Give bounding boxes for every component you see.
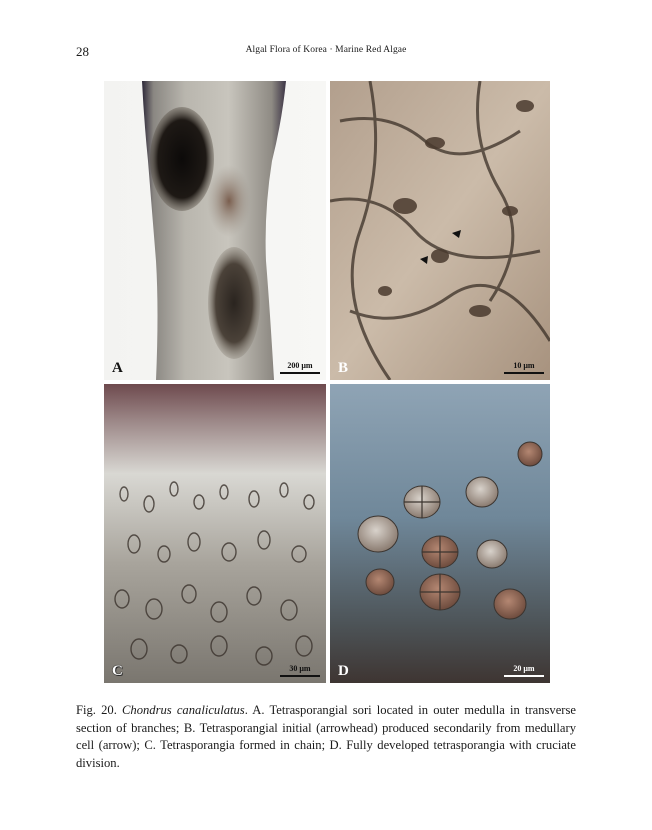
panel-b-letter: B: [338, 360, 349, 376]
panel-c-image: [104, 384, 326, 683]
panel-a-scale-line: [280, 372, 320, 374]
panel-b-scalebar: [504, 362, 544, 374]
panel-d-scalebar: [504, 665, 544, 677]
panel-c-micrograph: [104, 384, 326, 683]
panel-c-scalebar: [280, 665, 320, 677]
panel-d-micrograph: [330, 384, 550, 683]
panel-d-scale-line: [504, 675, 544, 677]
panel-c-scale-line: [280, 675, 320, 677]
panel-b-scale-label: 10 μm: [513, 361, 535, 370]
panel-b-scale-line: [504, 372, 544, 374]
figure-caption: [76, 702, 576, 772]
figure-20: [104, 81, 550, 683]
panel-c-scale-label: 30 μm: [289, 664, 311, 673]
panel-a-scalebar: [280, 362, 320, 374]
caption-label: Fig. 20.: [76, 703, 117, 717]
page-number: 28: [76, 44, 89, 59]
panel-d-letter: D: [338, 663, 349, 679]
panel-a-letter: A: [112, 360, 123, 376]
running-header: Algal Flora of Korea · Marine Red Algae: [245, 45, 407, 55]
panel-c-letter: C: [112, 663, 123, 679]
panel-a-micrograph: [104, 81, 326, 380]
caption-species: Chondrus canaliculatus: [122, 703, 245, 717]
panel-b-image: [330, 81, 550, 380]
panel-d-image: [330, 384, 550, 683]
panel-a-scale-label: 200 μm: [287, 361, 313, 370]
panel-a-image: [104, 81, 326, 380]
panel-b-micrograph: [330, 81, 550, 380]
caption-text: . A. Tetrasporangial sori located in outer medulla in transverse section of branches; B. Tetrasporangial initial (arrowhead) produced secondarily from medullary cell (arrow); C. Tetrasporangia formed in chain; D. Fully developed tetrasporangia with cruciate division.: [76, 703, 576, 770]
panel-d-scale-label: 20 μm: [513, 664, 535, 673]
